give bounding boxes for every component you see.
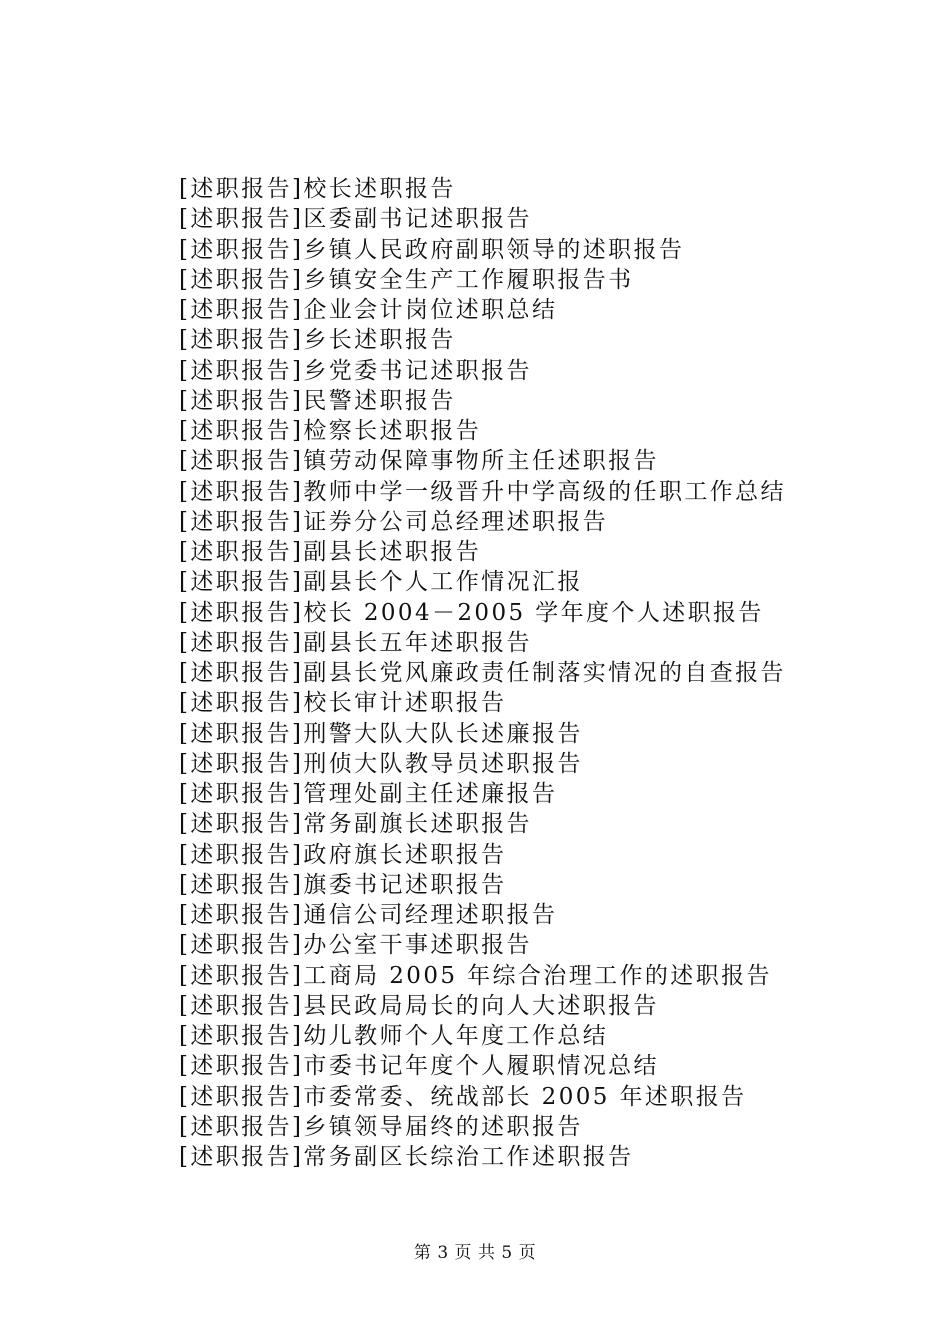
list-item: [述职报告]校长述职报告 bbox=[179, 176, 456, 202]
list-item: [述职报告]民警述职报告 bbox=[179, 387, 456, 414]
list-item: [述职报告]市委常委、统战部长 2005 年述职报告 bbox=[179, 1083, 747, 1110]
list-item: [述职报告]区委副书记述职报告 bbox=[179, 206, 532, 233]
list-item: [述职报告]企业会计岗位述职总结 bbox=[179, 297, 558, 323]
list-item: [述职报告]管理处副主任述廉报告 bbox=[179, 781, 558, 807]
list-item: [述职报告]常务副旗长述职报告 bbox=[179, 811, 532, 838]
report-title-list bbox=[179, 174, 786, 1172]
list-item: [述职报告]刑警大队大队长述廉报告 bbox=[179, 720, 583, 747]
list-item: [述职报告]检察长述职报告 bbox=[179, 418, 482, 444]
list-item: [述职报告]教师中学一级晋升中学高级的任职工作总结 bbox=[179, 478, 786, 505]
list-item: [述职报告]副县长个人工作情况汇报 bbox=[179, 569, 583, 596]
list-item: [述职报告]常务副区长综治工作述职报告 bbox=[179, 1144, 634, 1170]
list-item: [述职报告]乡长述职报告 bbox=[179, 327, 456, 354]
list-item: [述职报告]幼儿教师个人年度工作总结 bbox=[179, 1023, 609, 1049]
list-item: [述职报告]校长 2004－2005 学年度个人述职报告 bbox=[179, 599, 764, 626]
list-item: [述职报告]县民政局局长的向人大述职报告 bbox=[179, 992, 659, 1019]
list-item: [述职报告]政府旗长述职报告 bbox=[179, 841, 507, 868]
page-number-footer: 第 3 页 共 5 页 bbox=[413, 1243, 537, 1263]
list-item: [述职报告]副县长五年述职报告 bbox=[179, 629, 532, 656]
list-item: [述职报告]副县长党风廉政责任制落实情况的自查报告 bbox=[179, 660, 786, 686]
list-item: [述职报告]工商局 2005 年综合治理工作的述职报告 bbox=[179, 962, 772, 989]
list-item: [述职报告]乡镇领导届终的述职报告 bbox=[179, 1113, 583, 1140]
list-item: [述职报告]证券分公司总经理述职报告 bbox=[179, 508, 609, 535]
list-item: [述职报告]旗委书记述职报告 bbox=[179, 871, 507, 898]
list-item: [述职报告]校长审计述职报告 bbox=[179, 690, 507, 717]
list-item: [述职报告]市委书记年度个人履职情况总结 bbox=[179, 1053, 659, 1080]
list-item: [述职报告]通信公司经理述职报告 bbox=[179, 902, 558, 928]
list-item: [述职报告]镇劳动保障事物所主任述职报告 bbox=[179, 448, 659, 475]
list-item: [述职报告]乡镇人民政府副职领导的述职报告 bbox=[179, 236, 685, 263]
list-item: [述职报告]乡镇安全生产工作履职报告书 bbox=[179, 266, 634, 293]
list-item: [述职报告]副县长述职报告 bbox=[179, 539, 482, 565]
list-item: [述职报告]刑侦大队教导员述职报告 bbox=[179, 750, 583, 777]
list-item: [述职报告]乡党委书记述职报告 bbox=[179, 357, 532, 384]
list-item: [述职报告]办公室干事述职报告 bbox=[179, 932, 532, 959]
